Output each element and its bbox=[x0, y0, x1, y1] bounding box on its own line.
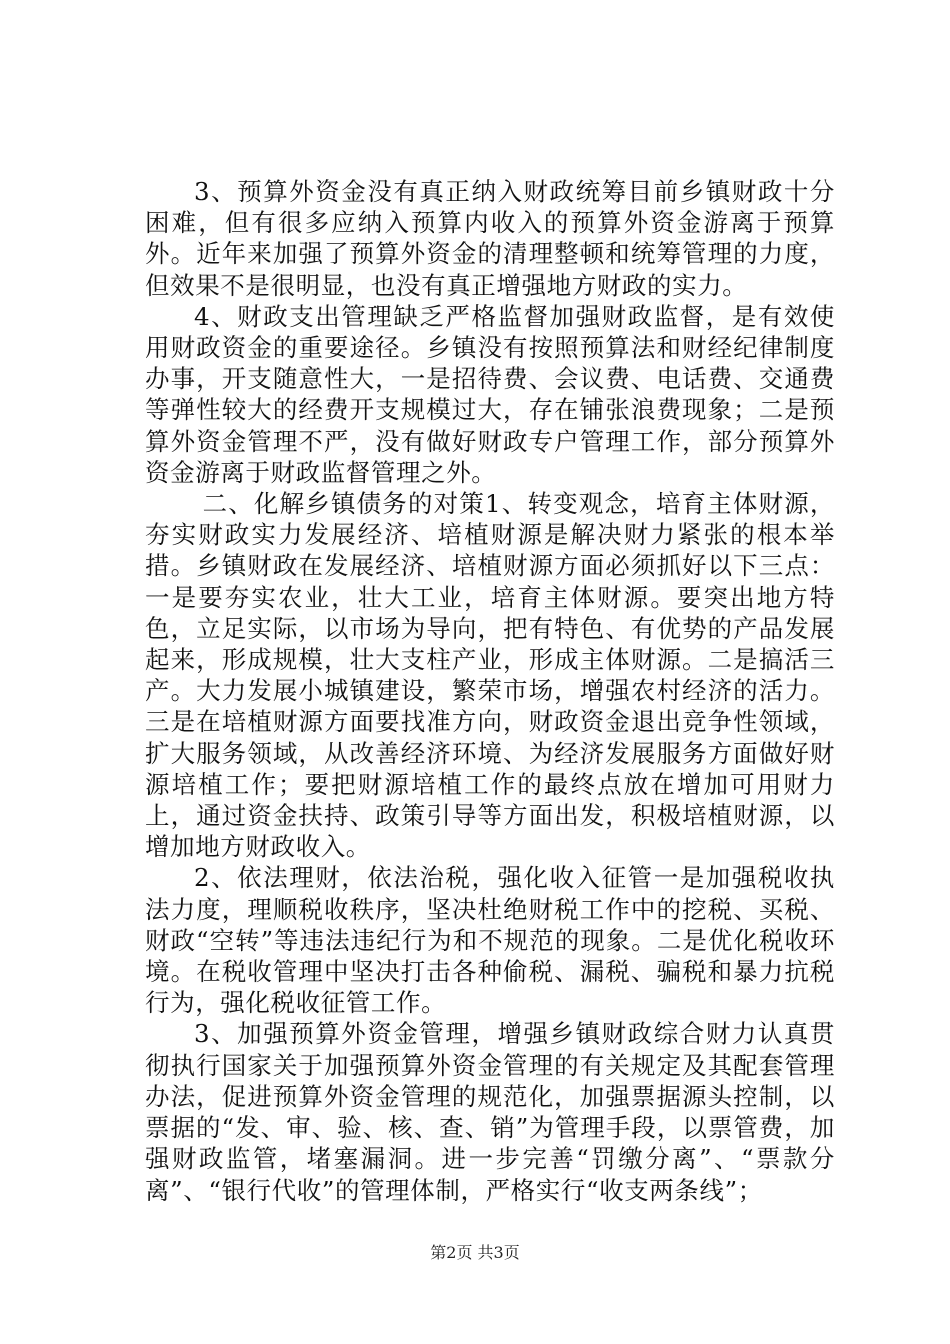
paragraph-4: 2、依法理财，依法治税，强化收入征管一是加强税收执法力度，理顺税收秩序，坚决杜绝财税工作中的挖税、买税、财政“空转”等违法违纪行为和不规范的现象。二是优化税收环境。在税收管理中坚决打击各种偷税、漏税、骗税和暴力抗税行为，强化税收征管工作。 bbox=[145, 863, 835, 1018]
paragraph-5: 3、加强预算外资金管理，增强乡镇财政综合财力认真贯彻执行国家关于加强预算外资金管理的有关规定及其配套管理办法，促进预算外资金管理的规范化，加强票据源头控制，以票据的“发、审、验、核、查、销”为管理手段，以票管费，加强财政监管，堵塞漏洞。进一步完善“罚缴分离”、“票款分离”、“银行代收”的管理体制，严格实行“收支两条线”； bbox=[145, 1019, 835, 1205]
paragraph-2: 4、财政支出管理缺乏严格监督加强财政监督，是有效使用财政资金的重要途径。乡镇没有按照预算法和财经纪律制度办事，开支随意性大，一是招待费、会议费、电话费、交通费等弹性较大的经费开支规模过大，存在铺张浪费现象；二是预算外资金管理不严，没有做好财政专户管理工作，部分预算外资金游离于财政监督管理之外。 bbox=[145, 301, 835, 487]
paragraph-3: 二、化解乡镇债务的对策1、转变观念，培育主体财源，夯实财政实力发展经济、培植财源是解决财力紧张的根本举措。乡镇财政在发展经济、培植财源方面必须抓好以下三点：一是要夯实农业，壮大工业，培育主体财源。要突出地方特色，立足实际，以市场为导向，把有特色、有优势的产品发展起来，形成规模，壮大支柱产业，形成主体财源。二是搞活三产。大力发展小城镇建设，繁荣市场，增强农村经济的活力。三是在培植财源方面要找准方向，财政资金退出竞争性领域，扩大服务领域，从改善经济环境、为经济发展服务方面做好财源培植工作；要把财源培植工作的最终点放在增加可用财力上，通过资金扶持、政策引导等方面出发，积极培植财源，以增加地方财政收入。 bbox=[145, 489, 835, 862]
page-footer: 第2页 共3页 bbox=[430, 1243, 520, 1262]
body-text bbox=[145, 176, 835, 1206]
paragraph-1: 3、预算外资金没有真正纳入财政统筹目前乡镇财政十分困难，但有很多应纳入预算内收入的预算外资金游离于预算外。近年来加强了预算外资金的清理整顿和统筹管理的力度，但效果不是很明显，也没有真正增强地方财政的实力。 bbox=[145, 177, 835, 300]
